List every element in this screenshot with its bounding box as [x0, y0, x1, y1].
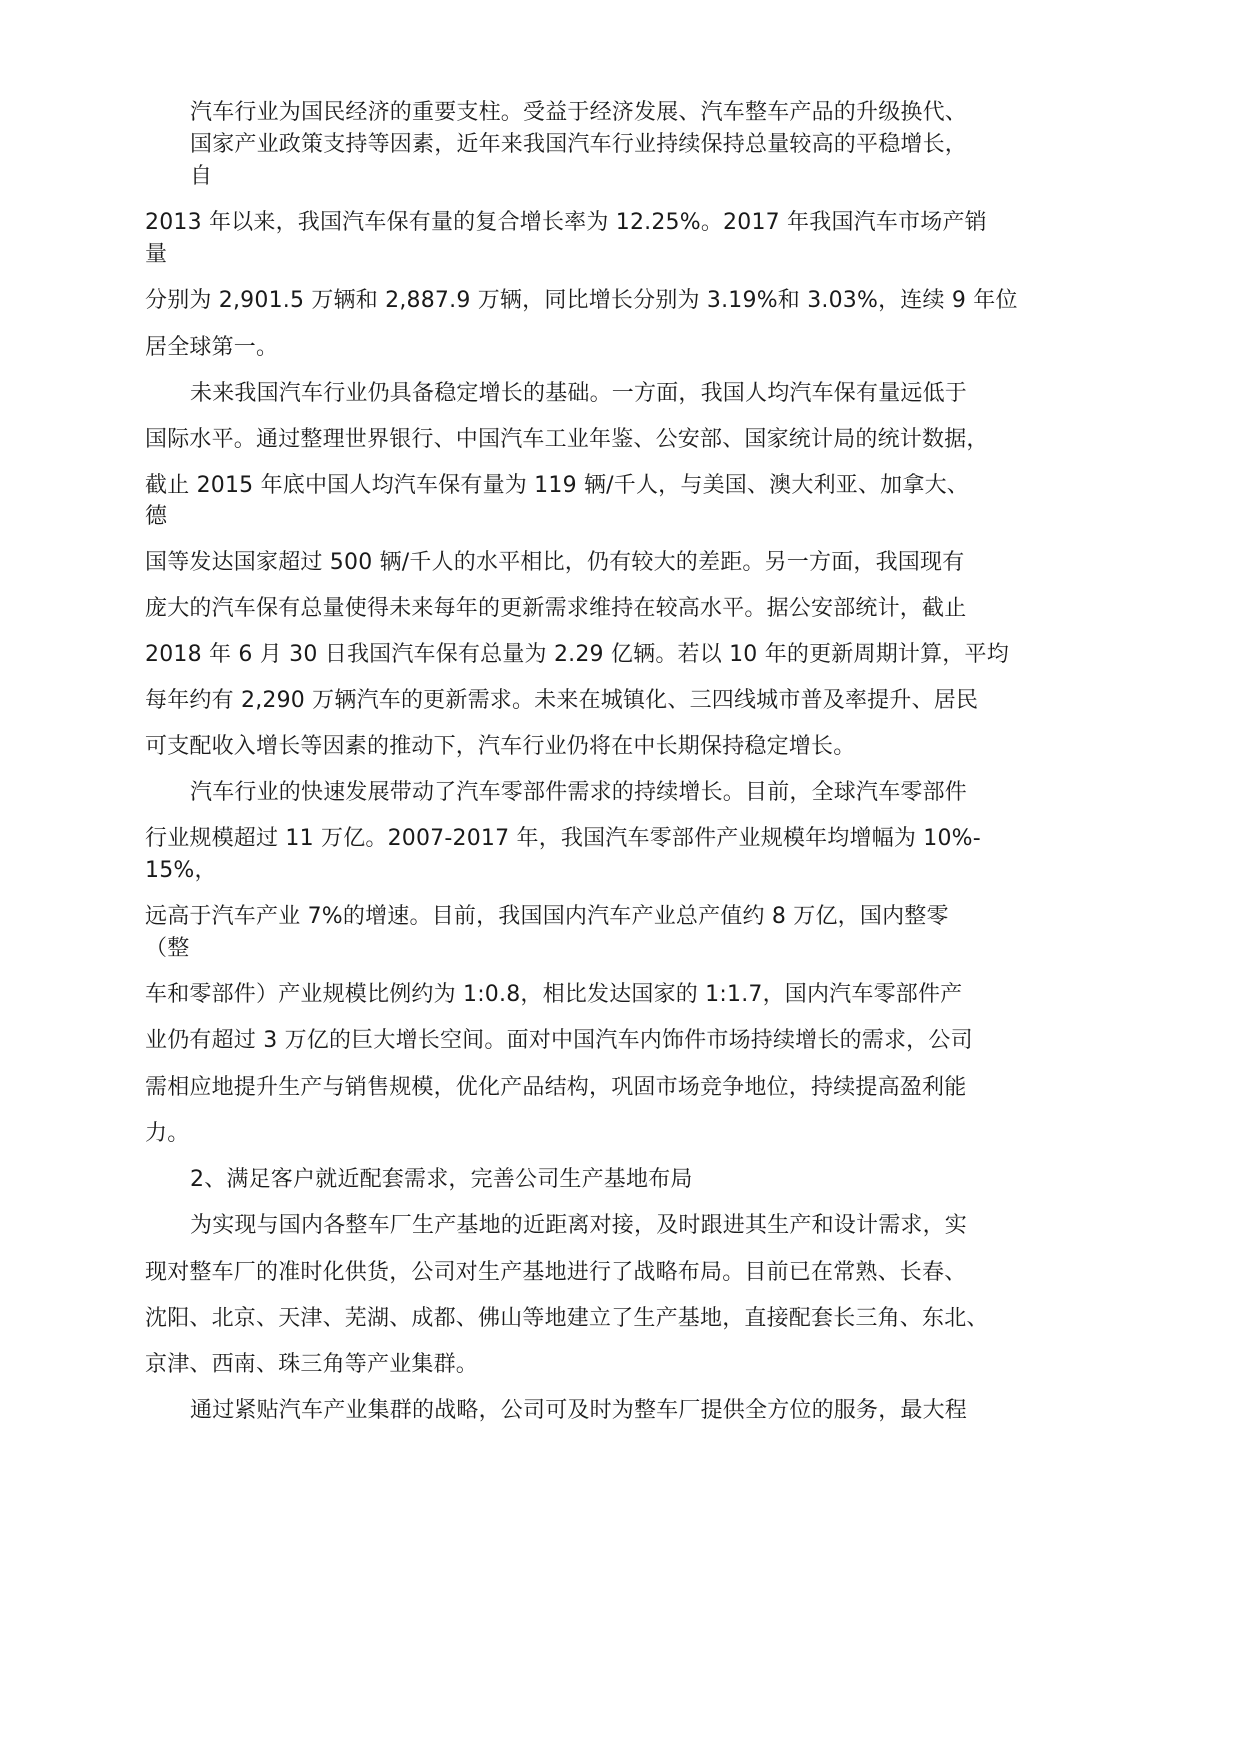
text-line: 国际水平。通过整理世界银行、中国汽车工业年鉴、公安部、国家统计局的统计数据，	[145, 427, 989, 452]
text-line: 15%，	[145, 858, 217, 883]
text-line: 德	[145, 504, 168, 529]
text-line: 业仍有超过 3 万亿的巨大增长空间。面对中国汽车内饰件市场持续增长的需求，公司	[145, 1028, 973, 1053]
text-line: 庞大的汽车保有总量使得未来每年的更新需求维持在较高水平。据公安部统计，截止	[145, 596, 967, 621]
section-heading: 2、满足客户就近配套需求，完善公司生产基地布局	[190, 1167, 693, 1192]
text-line: 需相应地提升生产与销售规模，优化产品结构，巩固市场竞争地位，持续提高盈利能	[145, 1075, 967, 1100]
text-line: 远高于汽车产业 7%的增速。目前，我国国内汽车产业总产值约 8 万亿，国内整零	[145, 904, 949, 929]
text-line: 自	[190, 164, 213, 189]
text-line: 为实现与国内各整车厂生产基地的近距离对接，及时跟进其生产和设计需求，实	[190, 1213, 968, 1238]
text-line: 2013 年以来，我国汽车保有量的复合增长率为 12.25%。2017 年我国汽车市场产销	[145, 210, 987, 235]
text-line: 未来我国汽车行业仍具备稳定增长的基础。一方面，我国人均汽车保有量远低于	[190, 381, 968, 406]
text-line: 截止 2015 年底中国人均汽车保有量为 119 辆/千人，与美国、澳大利亚、加拿大、	[145, 473, 969, 498]
text-line: 力。	[145, 1121, 190, 1146]
text-line: 每年约有 2,290 万辆汽车的更新需求。未来在城镇化、三四线城市普及率提升、居民	[145, 688, 979, 713]
text-line: 量	[145, 242, 168, 267]
text-line: 现对整车厂的准时化供货，公司对生产基地进行了战略布局。目前已在常熟、长春、	[145, 1260, 967, 1285]
text-line: 居全球第一。	[145, 335, 279, 360]
text-line: 京津、西南、珠三角等产业集群。	[145, 1352, 479, 1377]
text-line: 2018 年 6 月 30 日我国汽车保有总量为 2.29 亿辆。若以 10 年的更新周期计算，平均	[145, 642, 1009, 667]
text-line: 通过紧贴汽车产业集群的战略，公司可及时为整车厂提供全方位的服务，最大程	[190, 1398, 968, 1423]
text-line: 车和零部件）产业规模比例约为 1:0.8，相比发达国家的 1:1.7，国内汽车零部件产	[145, 982, 963, 1007]
text-line: 行业规模超过 11 万亿。2007-2017 年，我国汽车零部件产业规模年均增幅为 10%-	[145, 826, 981, 851]
text-line: 可支配收入增长等因素的推动下，汽车行业仍将在中长期保持稳定增长。	[145, 734, 856, 759]
text-line: （整	[145, 936, 190, 961]
text-line: 汽车行业为国民经济的重要支柱。受益于经济发展、汽车整车产品的升级换代、	[190, 100, 968, 125]
text-line: 国等发达国家超过 500 辆/千人的水平相比，仍有较大的差距。另一方面，我国现有	[145, 550, 965, 575]
text-line: 分别为 2,901.5 万辆和 2,887.9 万辆，同比增长分别为 3.19%和 3.03%，连续 9 年位	[145, 288, 1018, 313]
text-line: 沈阳、北京、天津、芜湖、成都、佛山等地建立了生产基地，直接配套长三角、东北、	[145, 1306, 989, 1331]
text-line: 国家产业政策支持等因素，近年来我国汽车行业持续保持总量较高的平稳增长，	[190, 132, 968, 157]
text-line: 汽车行业的快速发展带动了汽车零部件需求的持续增长。目前，全球汽车零部件	[190, 780, 968, 805]
